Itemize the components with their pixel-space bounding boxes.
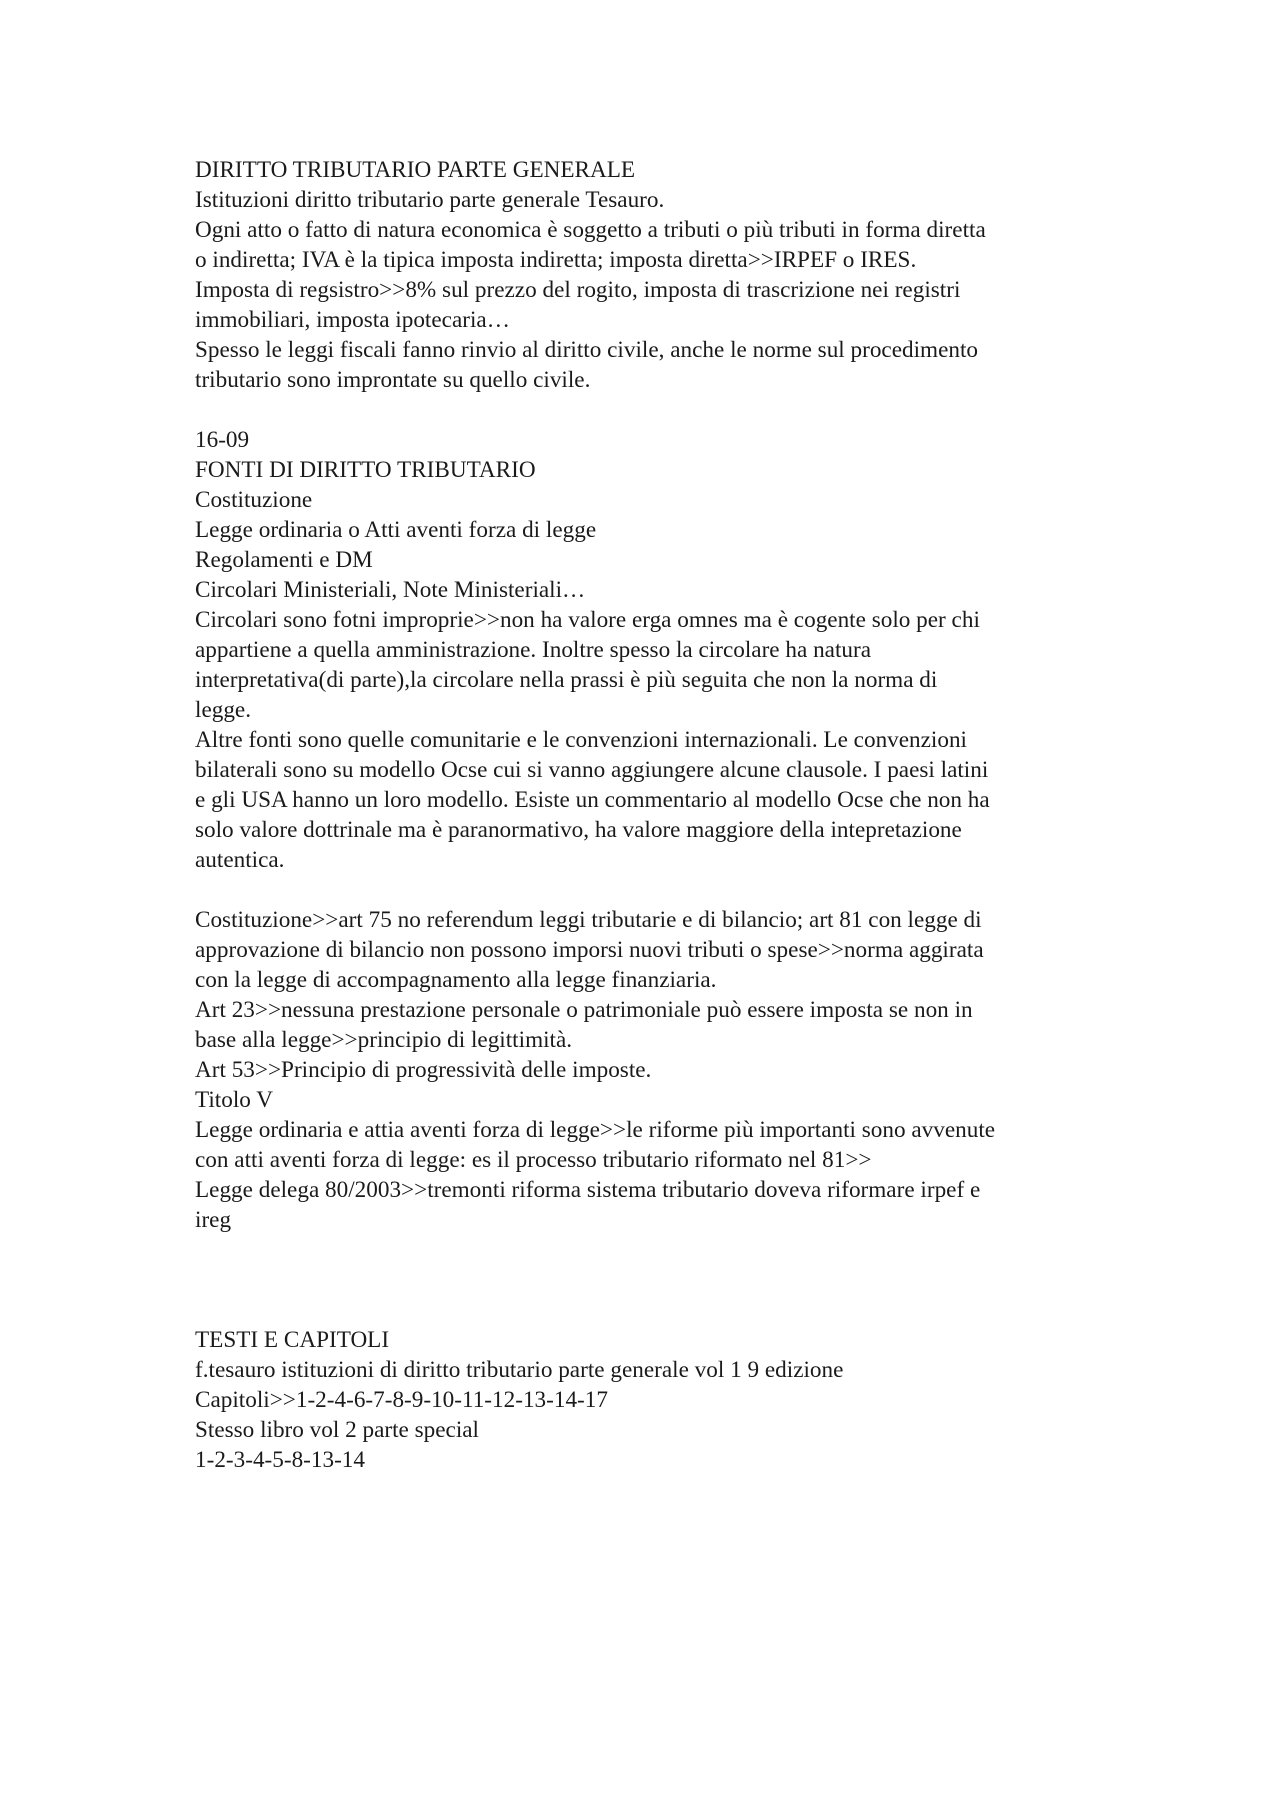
text-line: Altre fonti sono quelle comunitarie e le convenzioni internazionali. Le convenzioni	[195, 727, 968, 753]
text-line: con la legge di accompagnamento alla legge finanziaria.	[195, 967, 717, 993]
text-line: legge.	[195, 697, 252, 723]
text-line: Istituzioni diritto tributario parte generale Tesauro.	[195, 187, 665, 213]
text-line: Capitoli>>1-2-4-6-7-8-9-10-11-12-13-14-17	[195, 1387, 608, 1413]
text-line: 1-2-3-4-5-8-13-14	[195, 1447, 365, 1473]
section-heading: FONTI DI DIRITTO TRIBUTARIO	[195, 457, 536, 483]
text-line: solo valore dottrinale ma è paranormativo, ha valore maggiore della intepretazione	[195, 817, 962, 843]
section-testi	[195, 1325, 1100, 1475]
section-costituzione	[195, 905, 1100, 1235]
text-line: Art 23>>nessuna prestazione personale o patrimoniale può essere imposta se non in	[195, 997, 973, 1023]
text-line: Circolari Ministeriali, Note Ministeriali…	[195, 577, 586, 603]
document-title: DIRITTO TRIBUTARIO PARTE GENERALE	[195, 157, 636, 183]
section-date: 16-09	[195, 427, 250, 453]
text-line: base alla legge>>principio di legittimità.	[195, 1027, 573, 1053]
text-line: approvazione di bilancio non possono imporsi nuovi tributi o spese>>norma aggirata	[195, 937, 984, 963]
text-line: interpretativa(di parte),la circolare nella prassi è più seguita che non la norma di	[195, 667, 938, 693]
text-line: f.tesauro istituzioni di diritto tributario parte generale vol 1 9 edizione	[195, 1357, 844, 1383]
section-fonti	[195, 425, 1100, 875]
section-intro	[195, 155, 1100, 395]
text-line: Regolamenti e DM	[195, 547, 373, 573]
text-line: bilaterali sono su modello Ocse cui si vanno aggiungere alcune clausole. I paesi latini	[195, 757, 989, 783]
text-line: Spesso le leggi fiscali fanno rinvio al diritto civile, anche le norme sul procedimento	[195, 337, 979, 363]
document-page	[195, 155, 1100, 1475]
text-line: Imposta di regsistro>>8% sul prezzo del rogito, imposta di trascrizione nei registri	[195, 277, 961, 303]
text-line: immobiliari, imposta ipotecaria…	[195, 307, 510, 333]
text-line: autentica.	[195, 847, 285, 873]
text-line: Legge ordinaria e attia aventi forza di legge>>le riforme più importanti sono avvenute	[195, 1117, 996, 1143]
text-line: e gli USA hanno un loro modello. Esiste un commentario al modello Ocse che non ha	[195, 787, 990, 813]
text-line: appartiene a quella amministrazione. Inoltre spesso la circolare ha natura	[195, 637, 872, 663]
text-line: Stesso libro vol 2 parte special	[195, 1417, 479, 1443]
blank-line	[195, 395, 1100, 425]
text-line: tributario sono improntate su quello civile.	[195, 367, 591, 393]
text-line: o indiretta; IVA è la tipica imposta indiretta; imposta diretta>>IRPEF o IRES.	[195, 247, 917, 273]
text-line: Ogni atto o fatto di natura economica è soggetto a tributi o più tributi in forma diretta	[195, 217, 986, 243]
section-heading: TESTI E CAPITOLI	[195, 1327, 390, 1353]
blank-line	[195, 875, 1100, 905]
text-line: ireg	[195, 1207, 232, 1233]
text-line: Art 53>>Principio di progressività delle imposte.	[195, 1057, 652, 1083]
text-line: Legge ordinaria o Atti aventi forza di legge	[195, 517, 597, 543]
text-line: Costituzione>>art 75 no referendum leggi tributarie e di bilancio; art 81 con legge di	[195, 907, 982, 933]
text-line: Legge delega 80/2003>>tremonti riforma sistema tributario doveva riformare irpef e	[195, 1177, 981, 1203]
text-line: Titolo V	[195, 1087, 273, 1113]
blank-space	[195, 1235, 1100, 1325]
text-line: Circolari sono fotni improprie>>non ha valore erga omnes ma è cogente solo per chi	[195, 607, 980, 633]
text-line: con atti aventi forza di legge: es il processo tributario riformato nel 81>>	[195, 1147, 872, 1173]
text-line: Costituzione	[195, 487, 313, 513]
